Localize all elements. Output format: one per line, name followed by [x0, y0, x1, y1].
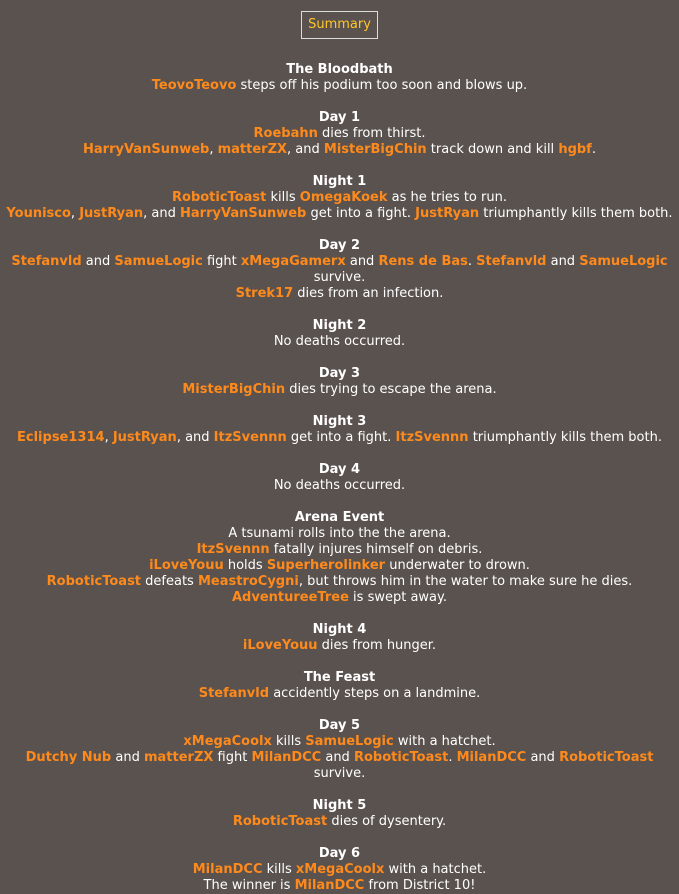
event-line: [0, 750, 679, 782]
tribute-name: SamueLogic: [579, 254, 668, 269]
tribute-name: Strek17: [235, 286, 294, 301]
event-text: kills: [271, 734, 306, 749]
tribute-name: MilanDCC: [251, 750, 322, 765]
event-text: and: [546, 254, 580, 269]
event-text: and: [321, 750, 354, 765]
tribute-name: matterZX: [217, 142, 288, 157]
event-text: The winner is: [203, 878, 295, 893]
event-line: [0, 334, 679, 350]
event-text: .: [591, 142, 596, 157]
event-section: [0, 510, 679, 606]
tribute-name: SamueLogic: [114, 254, 203, 269]
event-section: [0, 318, 679, 350]
event-text: and: [111, 750, 144, 765]
tribute-name: RoboticToast: [232, 814, 328, 829]
event-line: [0, 862, 679, 878]
section-title: Night 2: [312, 318, 367, 333]
event-text: underwater to drown.: [385, 558, 530, 573]
event-text: accidently steps on a landmine.: [269, 686, 481, 701]
event-line: [0, 430, 679, 446]
event-text: get into a fight.: [306, 206, 416, 221]
tribute-name: ItzSvennn: [213, 430, 287, 445]
summary-button[interactable]: Summary: [301, 11, 378, 39]
summary-header: [0, 0, 679, 39]
event-log: [0, 62, 679, 894]
tribute-name: Stefanvld: [198, 686, 270, 701]
event-line: [0, 206, 679, 222]
event-text: , but throws him in the water to make sure he dies.: [298, 574, 633, 589]
tribute-name: ItzSvennn: [395, 430, 469, 445]
event-section: [0, 238, 679, 302]
tribute-name: matterZX: [143, 750, 214, 765]
tribute-name: Roebahn: [253, 126, 318, 141]
tribute-name: JustRyan: [79, 206, 144, 221]
section-title: Arena Event: [294, 510, 385, 525]
tribute-name: HarryVanSunweb: [180, 206, 307, 221]
event-text: kills: [266, 190, 300, 205]
event-text: dies of dysentery.: [327, 814, 447, 829]
event-text: kills: [262, 862, 296, 877]
event-text: survive.: [313, 270, 366, 285]
event-text: and: [526, 750, 560, 765]
event-section: [0, 414, 679, 446]
tribute-name: xMegaCoolx: [295, 862, 385, 877]
event-line: [0, 558, 679, 574]
event-text: dies from hunger.: [317, 638, 437, 653]
tribute-name: xMegaGamerx: [240, 254, 346, 269]
section-title: Day 6: [318, 846, 361, 861]
event-text: triumphantly kills them both.: [468, 430, 662, 445]
tribute-name: HarryVanSunweb: [83, 142, 210, 157]
event-text: fatally injures himself on debris.: [269, 542, 483, 557]
event-text: defeats: [141, 574, 198, 589]
event-text: , and: [176, 430, 214, 445]
event-text: .: [467, 254, 477, 269]
event-text: and: [345, 254, 379, 269]
section-title: Day 1: [318, 110, 361, 125]
tribute-name: MisterBigChin: [323, 142, 427, 157]
event-text: dies trying to escape the arena.: [285, 382, 497, 397]
event-text: ,: [209, 142, 218, 157]
tribute-name: TeovoTeovo: [151, 78, 237, 93]
tribute-name: MilanDCC: [456, 750, 527, 765]
event-section: [0, 670, 679, 702]
tribute-name: MilanDCC: [192, 862, 263, 877]
event-line: [0, 814, 679, 830]
section-title: The Bloodbath: [286, 62, 393, 77]
event-line: [0, 78, 679, 94]
event-line: [0, 478, 679, 494]
section-title: The Feast: [303, 670, 376, 685]
event-line: [0, 526, 679, 542]
event-line: [0, 286, 679, 302]
event-line: [0, 878, 679, 894]
event-text: triumphantly kills them both.: [479, 206, 673, 221]
tribute-name: RoboticToast: [172, 190, 267, 205]
event-text: ,: [104, 430, 113, 445]
tribute-name: Dutchy Nub: [25, 750, 112, 765]
tribute-name: AdventureeTree: [232, 590, 349, 605]
event-text: with a hatchet.: [384, 862, 487, 877]
tribute-name: hgbf: [558, 142, 592, 157]
event-text: fight: [213, 750, 252, 765]
section-title: Night 4: [312, 622, 367, 637]
event-text: fight: [202, 254, 241, 269]
tribute-name: SamueLogic: [305, 734, 394, 749]
event-text: ,: [70, 206, 80, 221]
event-text: No deaths occurred.: [273, 478, 406, 493]
event-line: [0, 190, 679, 206]
event-line: [0, 734, 679, 750]
event-text: , and: [143, 206, 181, 221]
section-title: Day 2: [318, 238, 361, 253]
tribute-name: xMegaCoolx: [183, 734, 272, 749]
event-section: [0, 798, 679, 830]
event-text: dies from thirst.: [317, 126, 426, 141]
section-title: Day 5: [318, 718, 361, 733]
tribute-name: Stefanvld: [11, 254, 82, 269]
event-section: [0, 110, 679, 158]
tribute-name: RoboticToast: [353, 750, 449, 765]
tribute-name: Superherolinker: [266, 558, 386, 573]
tribute-name: JustRyan: [415, 206, 480, 221]
tribute-name: iLoveYouu: [242, 638, 318, 653]
event-text: holds: [223, 558, 267, 573]
event-line: [0, 574, 679, 590]
event-line: [0, 254, 679, 286]
event-text: A tsunami rolls into the the arena.: [228, 526, 451, 541]
event-section: [0, 366, 679, 398]
section-title: Night 5: [312, 798, 367, 813]
event-line: [0, 638, 679, 654]
event-section: [0, 174, 679, 222]
event-text: with a hatchet.: [393, 734, 496, 749]
event-text: steps off his podium too soon and blows up.: [236, 78, 528, 93]
event-section: [0, 462, 679, 494]
tribute-name: Stefanvld: [476, 254, 547, 269]
event-line: [0, 590, 679, 606]
tribute-name: OmegaKoek: [299, 190, 388, 205]
section-title: Day 3: [318, 366, 361, 381]
event-text: .: [448, 750, 457, 765]
event-line: [0, 142, 679, 158]
section-title: Night 3: [312, 414, 367, 429]
event-text: and: [81, 254, 115, 269]
event-text: is swept away.: [348, 590, 447, 605]
tribute-name: Rens de Bas: [378, 254, 468, 269]
event-line: [0, 382, 679, 398]
tribute-name: JustRyan: [112, 430, 177, 445]
tribute-name: MeastroCygni: [197, 574, 299, 589]
event-section: [0, 718, 679, 782]
event-text: , and: [287, 142, 324, 157]
tribute-name: ItzSvennn: [196, 542, 270, 557]
section-title: Night 1: [312, 174, 367, 189]
event-text: track down and kill: [426, 142, 559, 157]
event-line: [0, 126, 679, 142]
section-title: Day 4: [318, 462, 361, 477]
tribute-name: iLoveYouu: [149, 558, 224, 573]
event-line: [0, 542, 679, 558]
tribute-name: MisterBigChin: [182, 382, 286, 397]
event-text: dies from an infection.: [293, 286, 444, 301]
event-text: survive.: [313, 766, 366, 781]
event-text: No deaths occurred.: [273, 334, 406, 349]
tribute-name: MilanDCC: [294, 878, 365, 893]
event-text: as he tries to run.: [387, 190, 507, 205]
event-text: get into a fight.: [286, 430, 396, 445]
event-line: [0, 686, 679, 702]
event-section: [0, 62, 679, 94]
tribute-name: RoboticToast: [46, 574, 142, 589]
tribute-name: RoboticToast: [559, 750, 654, 765]
event-text: from District 10!: [364, 878, 476, 893]
event-section: [0, 622, 679, 654]
tribute-name: Eclipse1314: [17, 430, 105, 445]
tribute-name: Younisco: [6, 206, 71, 221]
